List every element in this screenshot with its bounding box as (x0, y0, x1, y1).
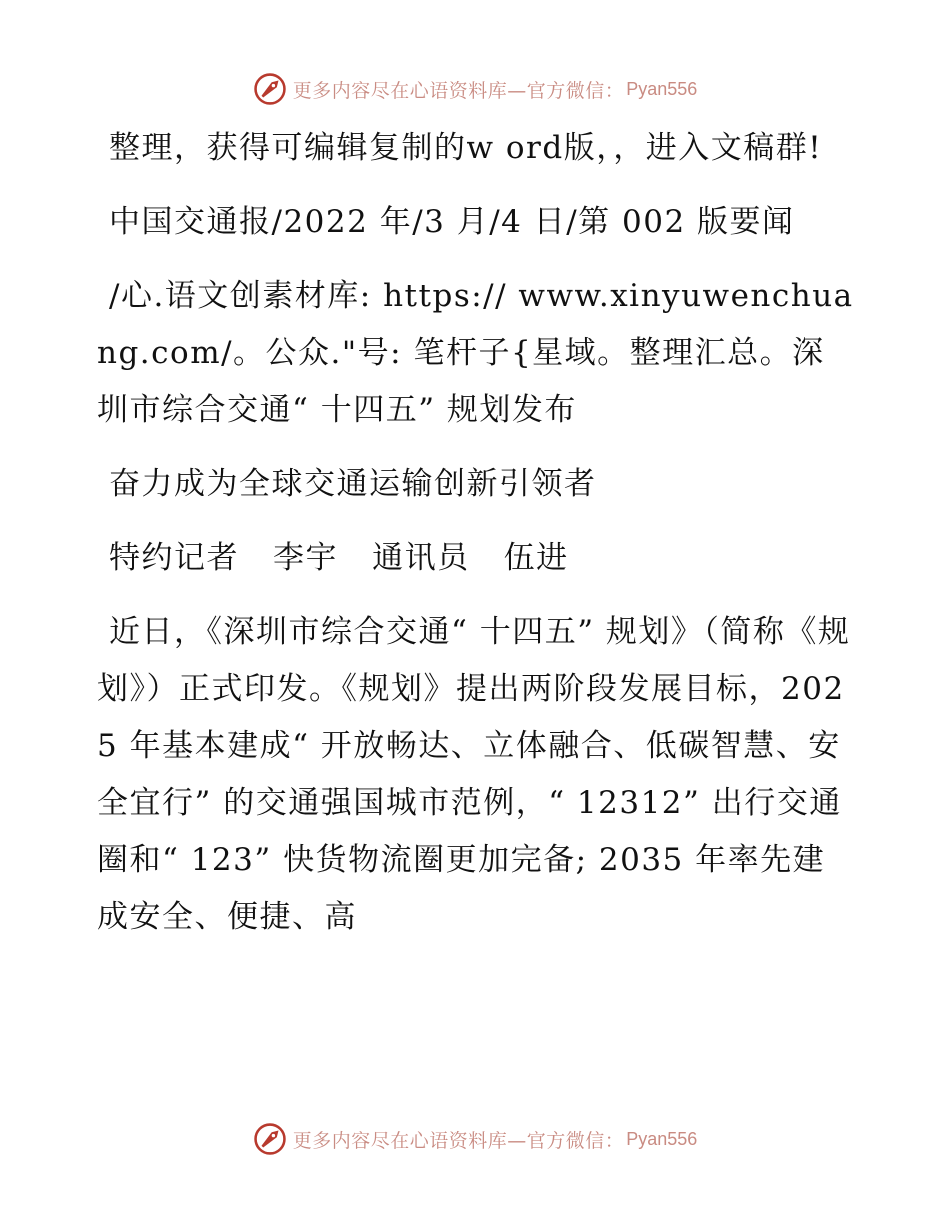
paragraph-subheadline: 奋力成为全球交通运输创新引领者 (109, 466, 597, 502)
document-body (97, 120, 857, 946)
watermark-text: 更多内容尽在心语资料库—官方微信： (292, 1129, 625, 1152)
watermark-account: Pyan556 (626, 1128, 698, 1149)
watermark-account: Pyan556 (626, 78, 698, 99)
paragraph-byline: 特约记者 李宇 通讯员 伍进 (109, 540, 569, 576)
paragraph-body: 近日，《深圳市综合交通“ 十四五” 规划》（简称《规划》）正式印发。《规划》提出两阶段发展目标，2025 年基本建成“ 开放畅达、立体融合、低碳智慧、安全宜行” 的交通强国城市范例，“ 12312” 出行交通圈和“ 123” 快货物流圈更加完备; 2035 年率先建成安全、便捷、高 (97, 614, 851, 935)
paragraph-source: 中国交通报/2022 年/3 月/4 日/第 002 版要闻 (109, 204, 795, 240)
pen-nib-logo-icon (253, 1122, 287, 1156)
pen-nib-logo-icon (253, 72, 287, 106)
footer-watermark (0, 1119, 950, 1159)
watermark-text: 更多内容尽在心语资料库—官方微信： (292, 79, 625, 102)
header-watermark (0, 69, 950, 109)
paragraph-intro: 整理，获得可编辑复制的w ord版，，进入文稿群! (109, 130, 823, 166)
paragraph-headline: /心.语文创素材库: https:// www.xinyuwenchuang.com/。公众."号: 笔杆子{星域。整理汇总。深圳市综合交通“ 十四五” 规划发布 (97, 278, 854, 428)
